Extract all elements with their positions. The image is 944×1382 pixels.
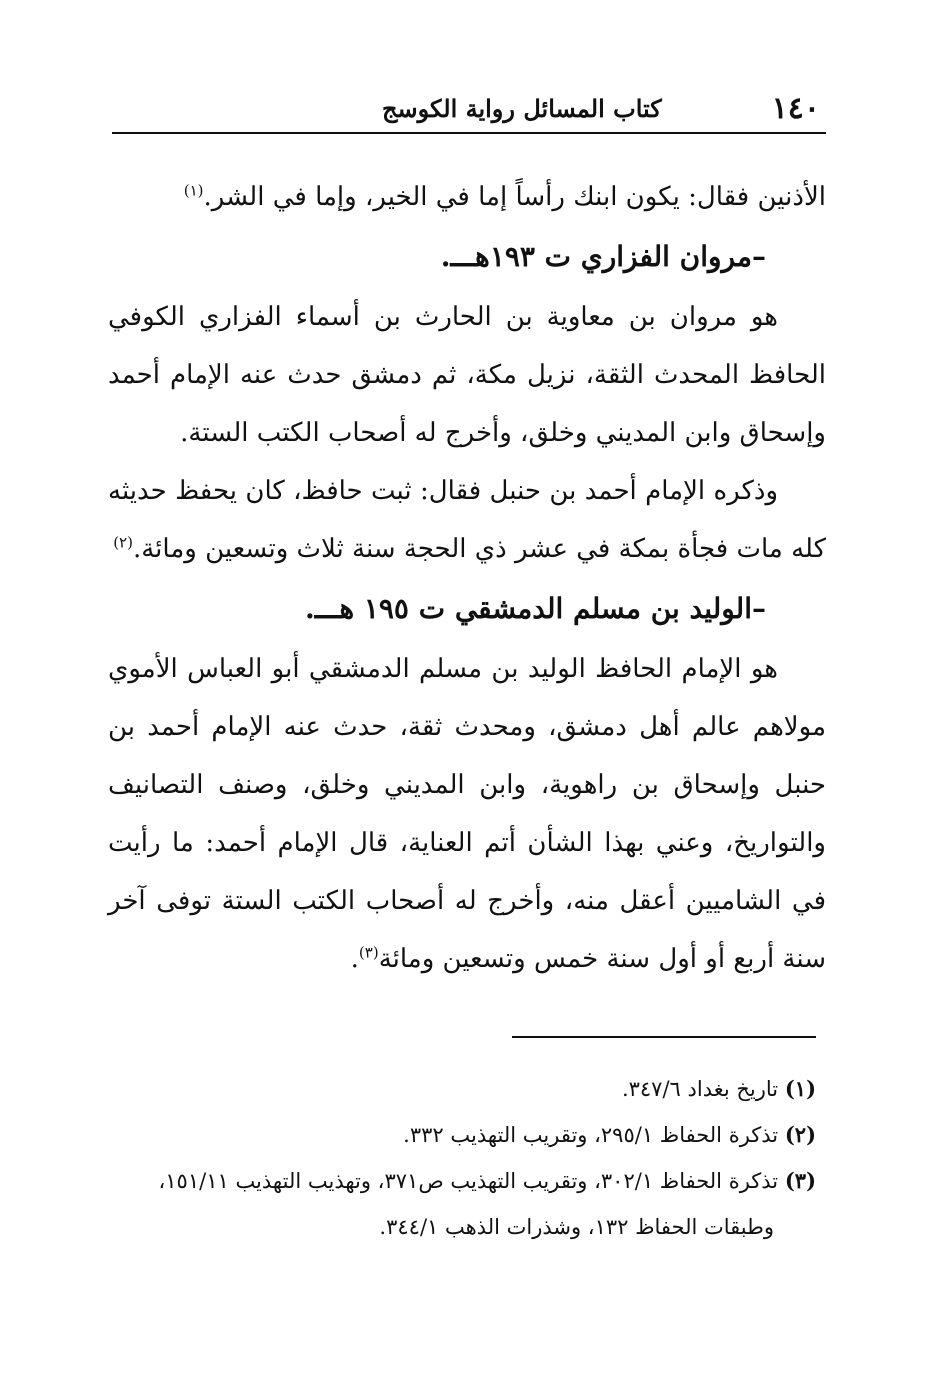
- header-rule: [112, 132, 826, 134]
- footnote-ref-1: (١): [183, 181, 204, 200]
- page-header: [112, 88, 826, 130]
- footnote-number: (٣): [784, 1168, 816, 1193]
- paragraph-4: [108, 640, 826, 988]
- page-number: ١٤٠: [771, 91, 820, 126]
- paragraph-4-text: هو الإمام الحافظ الوليد بن مسلم الدمشقي أبو العباس الأموي مولاهم عالم أهل دمشق، ومحدث ثقة، حدث عنه الإمام أحمد بن حنبل وإسحاق بن راهوية، وابن المديني وخلق، وصنف التصانيف والتواريخ، وعني بهذا الشأن أتم العناية، قال الإمام أحمد: ما رأيت في الشاميين أعقل منه، وأخرج له أصحاب الكتب الستة توفى آخر سنة أربع أو أول سنة خمس وتسعين ومائة: [108, 654, 826, 974]
- footnote-text: تاريخ بغداد ٣٤٧/٦.: [621, 1077, 779, 1101]
- footnote-text: تذكرة الحفاظ ٢٩٥/١، وتقريب التهذيب ٣٣٢.: [403, 1123, 779, 1147]
- main-text: [108, 168, 826, 988]
- paragraph-3-text: وذكره الإمام أحمد بن حنبل فقال: ثبت حافظ، كان يحفظ حديثه كله مات فجأة بمكة في عشر ذي الحجة سنة ثلاث وتسعين ومائة.: [108, 476, 826, 564]
- footnote-number: (٢): [784, 1122, 816, 1147]
- footnote-ref-3: (٣): [358, 943, 379, 962]
- paragraph-1-text: الأذنين فقال: يكون ابنك رأساً إما في الخير، وإما في الشر.: [203, 182, 826, 212]
- section-heading-walid: –الوليد بن مسلم الدمشقي ت ١٩٥ هـــ.: [304, 592, 766, 625]
- footnotes: [104, 1066, 816, 1250]
- paragraph-1: [108, 168, 826, 226]
- footnote-1: [104, 1066, 816, 1112]
- section-heading-marwan: –مروان الفزاري ت ١٩٣هـــ.: [440, 240, 766, 273]
- paragraph-2: هو مروان بن معاوية بن الحارث بن أسماء الفزاري الكوفي الحافظ المحدث الثقة، نزيل مكة، ثم دمشق حدث عنه الإمام أحمد وإسحاق وابن المديني وخلق، وأخرج له أصحاب الكتب الستة.: [108, 302, 826, 448]
- running-title: كتاب المسائل رواية الكوسج: [382, 94, 662, 123]
- footnote-text: تذكرة الحفاظ ٣٠٢/١، وتقريب التهذيب ص٣٧١، وتهذيب التهذيب ١٥١/١١،: [158, 1169, 779, 1193]
- footnote-separator: [512, 1036, 816, 1038]
- footnote-ref-2: (٢): [113, 533, 133, 552]
- footnote-3-continuation: وطبقات الحفاظ ١٣٢، وشذرات الذهب ٣٤٤/١.: [379, 1215, 774, 1239]
- footnote-3: [104, 1158, 816, 1204]
- footnote-2: [104, 1112, 816, 1158]
- footnote-number: (١): [784, 1076, 816, 1101]
- paragraph-3: [108, 462, 826, 578]
- paragraph-4-end: .: [350, 944, 359, 974]
